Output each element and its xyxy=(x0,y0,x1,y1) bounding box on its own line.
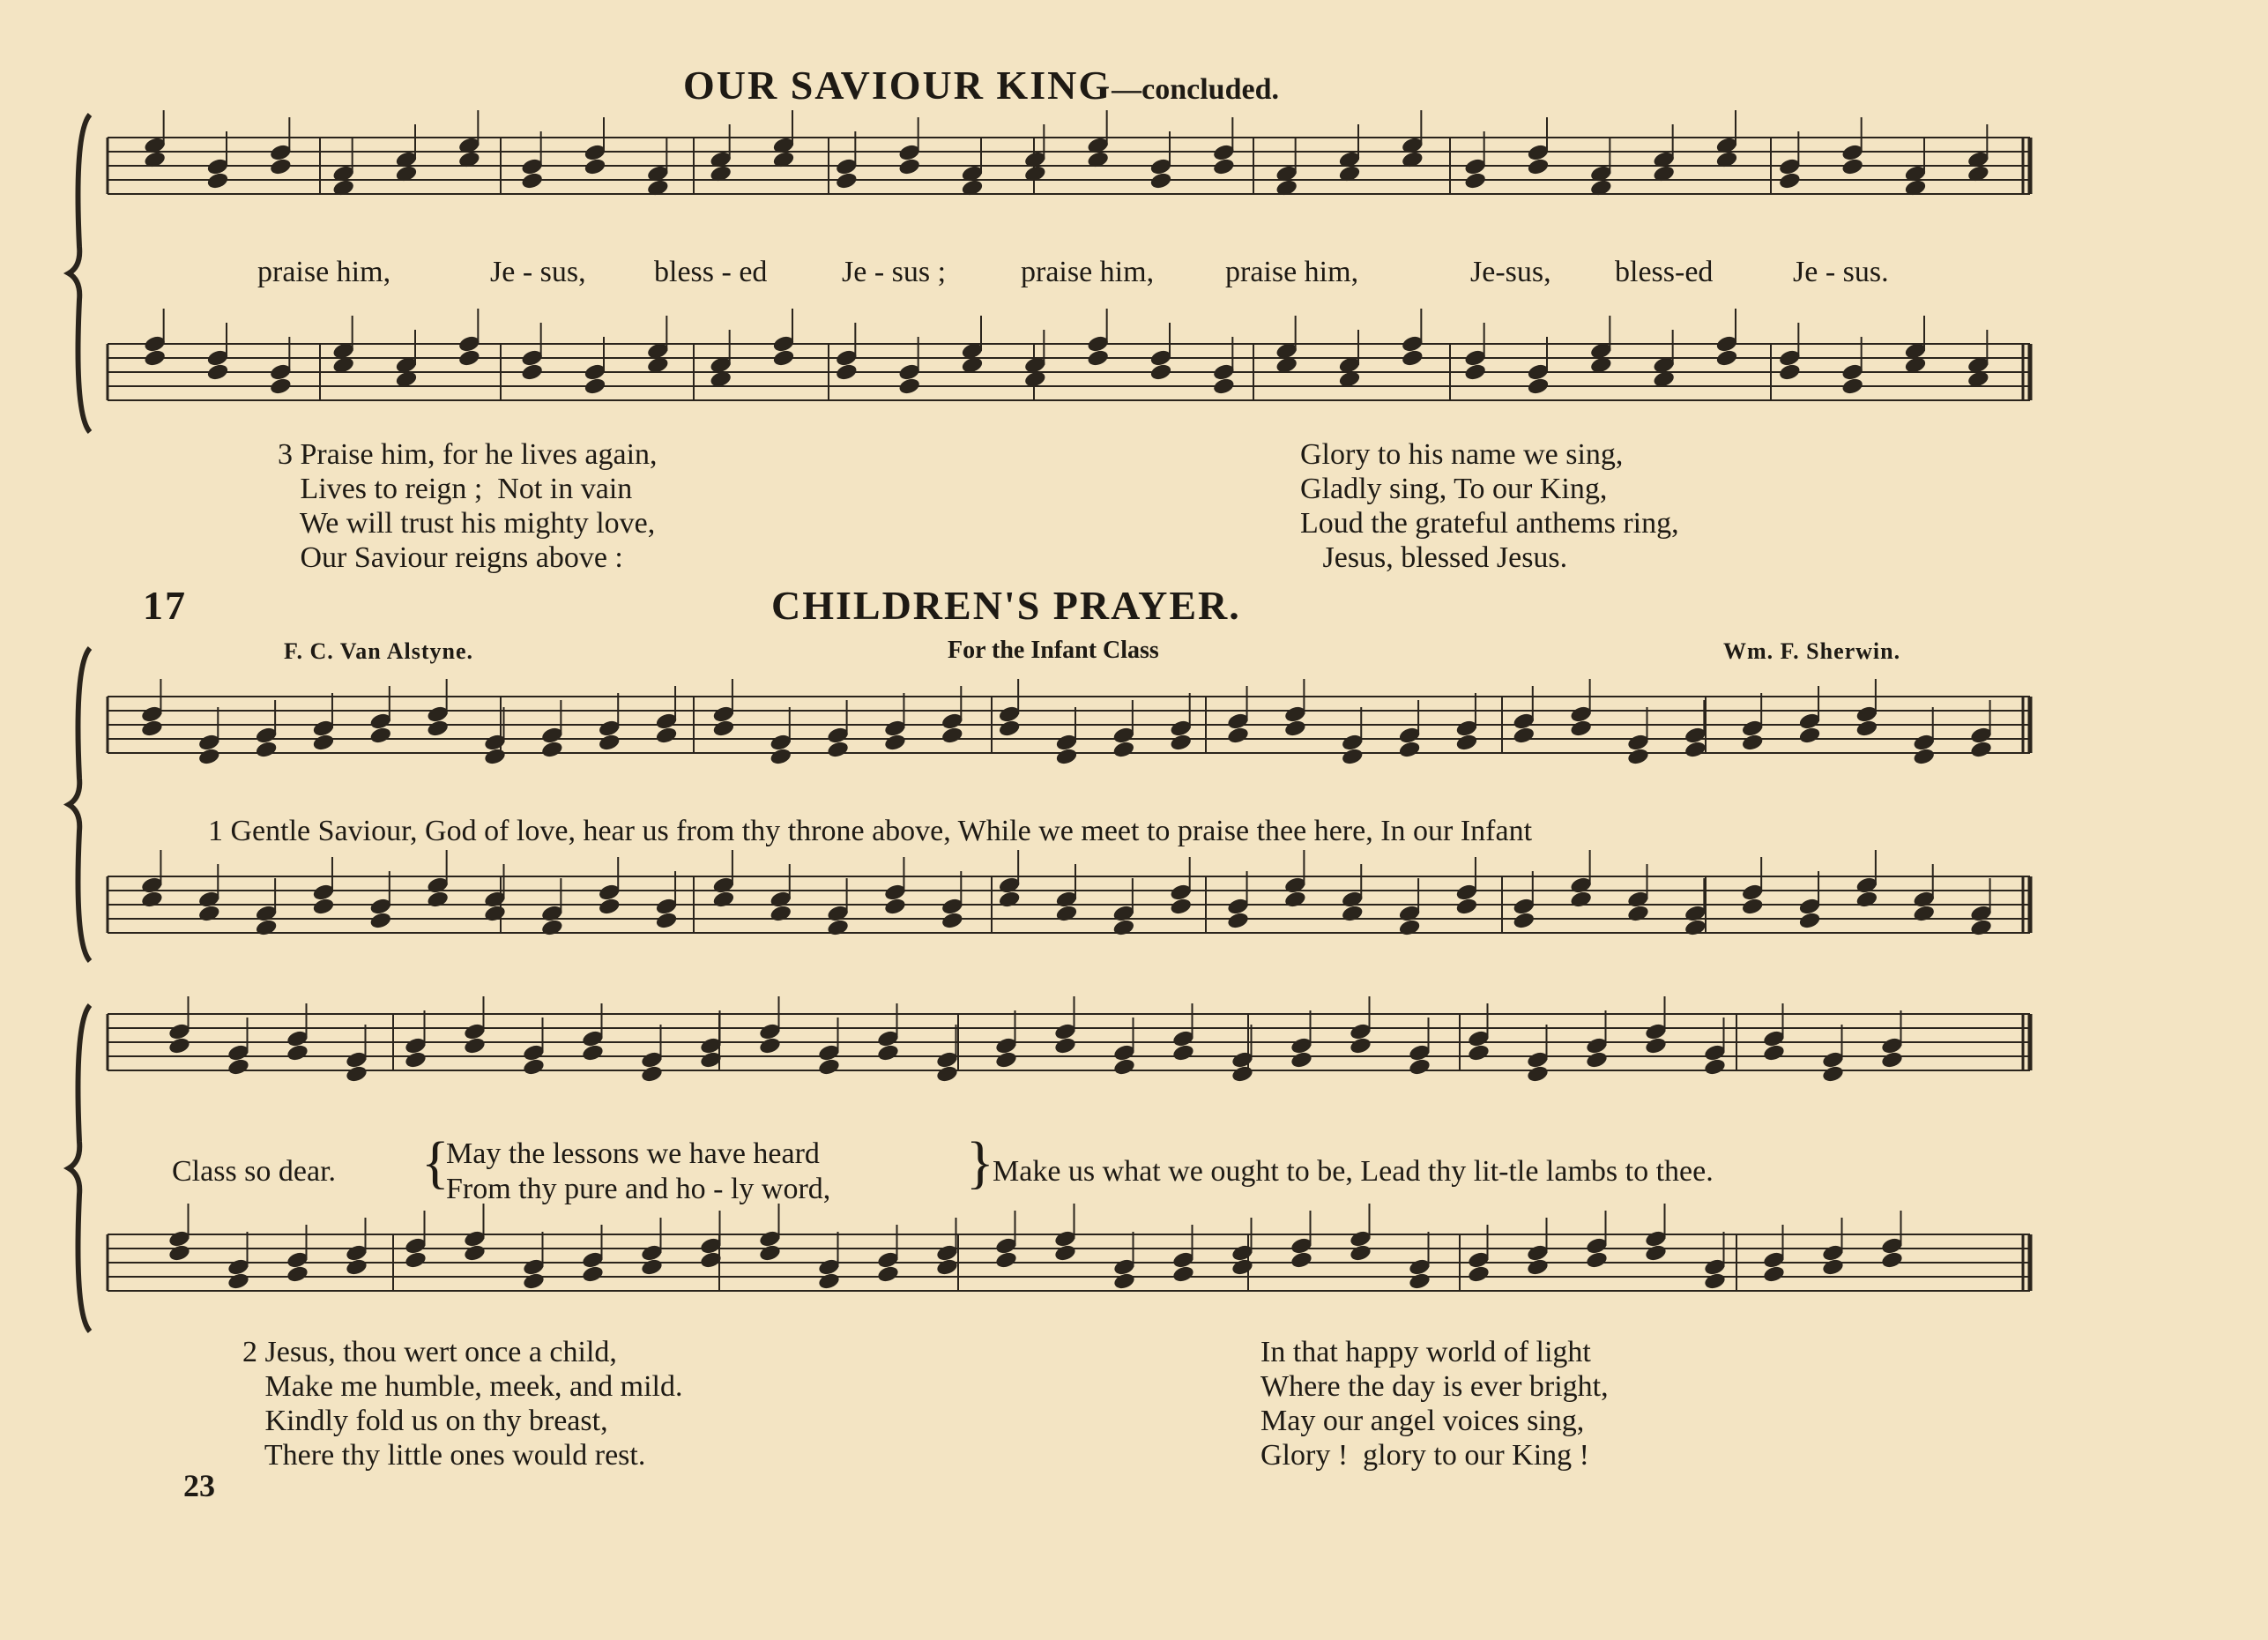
hymn-subtitle: For the Infant Class xyxy=(948,637,1159,664)
verse-3-right: Glory to his name we sing, Gladly sing, To our King, Loud the grateful anthems ring, Jesus, blessed Jesus. xyxy=(1300,438,1679,574)
lyric-brace-top: May the lessons we have heard xyxy=(446,1137,820,1170)
hymn-title: CHILDREN'S PRAYER. xyxy=(771,583,1241,628)
lyric-line: Make us what we ought to be, Lead thy lit-tle lambs to thee. xyxy=(993,1155,1714,1188)
page-number: 23 xyxy=(183,1468,215,1503)
verse-2-right: In that happy world of light Where the day is ever bright, May our angel voices sing, Glory ! glory to our King ! xyxy=(1260,1336,1609,1472)
lyric-brace-bottom: From thy pure and ho - ly word, xyxy=(446,1173,831,1205)
hymn-title: OUR SAVIOUR KING—concluded. xyxy=(683,63,1279,108)
lyric-line: 1 Gentle Saviour, God of love, hear us from thy throne above, While we meet to praise thee here, In our Infant xyxy=(208,815,1533,847)
brace-left: { xyxy=(421,1130,450,1195)
verse-2-left: 2 Jesus, thou wert once a child, Make me humble, meek, and mild. Kindly fold us on thy breast, There thy little ones would rest. xyxy=(242,1336,683,1472)
verse-3-left: 3 Praise him, for he lives again, Lives to reign ; Not in vain We will trust his mighty love, Our Saviour reigns above : xyxy=(278,438,658,574)
composer-credit: Wm. F. Sherwin. xyxy=(1723,638,1901,664)
lyricist-credit: F. C. Van Alstyne. xyxy=(284,638,473,664)
hymn-number: 17 xyxy=(143,583,187,628)
brace-right: } xyxy=(966,1130,994,1195)
lyric-line: Class so dear. xyxy=(172,1155,337,1188)
